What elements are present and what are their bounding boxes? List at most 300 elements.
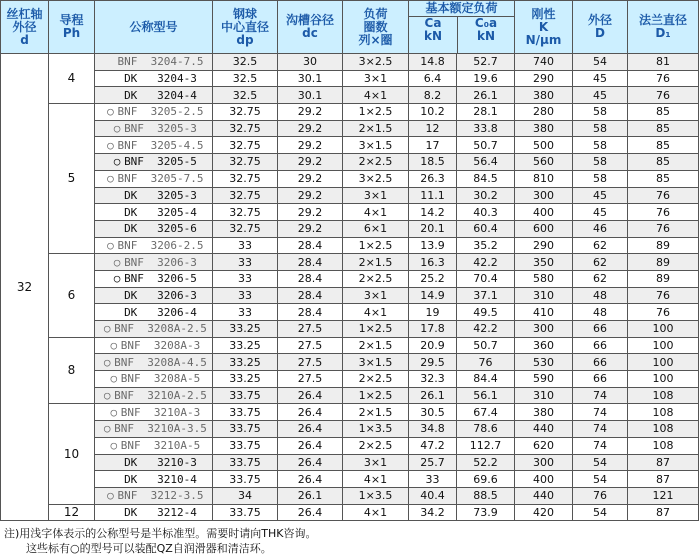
col-header-basic-load-rating	[409, 1, 515, 54]
model-number: BNF 3205-3	[124, 122, 197, 136]
col-header-ball-center-diameter: 钢球 中心直径 dp	[213, 1, 278, 54]
nut-od-cell: 45	[573, 187, 628, 204]
stiffness-cell: 440	[515, 487, 573, 504]
dynamic-rating-cell: 13.9	[409, 237, 457, 254]
model-number: DK 3210-3	[124, 455, 197, 469]
ball-center-diameter-cell: 32.75	[213, 187, 278, 204]
model-cell	[95, 487, 213, 504]
dynamic-rating-cell: 17	[409, 137, 457, 154]
nut-od-cell: 62	[573, 237, 628, 254]
static-rating-cell: 70.4	[457, 270, 515, 287]
root-diameter-cell: 28.4	[278, 237, 343, 254]
model-cell	[95, 504, 213, 521]
dynamic-rating-cell: 6.4	[409, 70, 457, 87]
load-circuits-cell: 4×1	[343, 471, 409, 488]
model-number: BNF 3205-4.5	[117, 138, 204, 152]
ball-center-diameter-cell: 32.75	[213, 220, 278, 237]
flange-diameter-cell: 89	[628, 270, 699, 287]
model-number: BNF 3208A-4.5	[114, 355, 207, 369]
load-circuits-cell: 3×1.5	[343, 137, 409, 154]
model-number: BNF 3210A-2.5	[114, 389, 207, 403]
flange-diameter-cell: 108	[628, 421, 699, 438]
dynamic-rating-cell: 16.3	[409, 254, 457, 271]
nut-od-cell: 66	[573, 321, 628, 338]
dynamic-rating-cell: 34.8	[409, 421, 457, 438]
dynamic-rating-cell: 32.3	[409, 371, 457, 388]
dynamic-rating-cell: 30.5	[409, 404, 457, 421]
model-number: DK 3204-3	[124, 72, 197, 86]
static-rating-cell: 76	[457, 354, 515, 371]
model-number: BNF 3212-3.5	[117, 489, 204, 503]
root-diameter-cell: 27.5	[278, 371, 343, 388]
root-diameter-cell: 29.2	[278, 170, 343, 187]
table-row	[1, 220, 699, 237]
nut-od-cell: 54	[573, 54, 628, 71]
nut-od-cell: 66	[573, 371, 628, 388]
model-number: BNF 3205-5	[124, 155, 197, 169]
nut-od-cell: 62	[573, 270, 628, 287]
table-row	[1, 387, 699, 404]
root-diameter-cell: 30	[278, 54, 343, 71]
load-circuits-cell: 1×2.5	[343, 387, 409, 404]
flange-diameter-cell: 81	[628, 54, 699, 71]
table-body	[1, 54, 699, 521]
nut-od-cell: 58	[573, 154, 628, 171]
root-diameter-cell: 29.2	[278, 220, 343, 237]
nut-od-cell: 66	[573, 337, 628, 354]
flange-diameter-cell: 87	[628, 471, 699, 488]
lead-cell: 5	[49, 104, 95, 254]
table-row	[1, 421, 699, 438]
footnote-semi-standard: 注)用浅字体表示的公称型号是半标准型。需要时请向THK咨询。	[4, 527, 317, 540]
table-row	[1, 237, 699, 254]
ball-center-diameter-cell: 33.75	[213, 471, 278, 488]
table-row	[1, 120, 699, 137]
flange-diameter-cell: 85	[628, 120, 699, 137]
flange-diameter-cell: 100	[628, 354, 699, 371]
model-number: BNF 3210A-5	[120, 439, 201, 453]
col-header-static-rating: C₀a kN	[474, 16, 498, 43]
stiffness-cell: 300	[515, 187, 573, 204]
dynamic-rating-cell: 14.9	[409, 287, 457, 304]
ball-center-diameter-cell: 33.25	[213, 337, 278, 354]
stiffness-cell: 300	[515, 454, 573, 471]
static-rating-cell: 52.7	[457, 54, 515, 71]
stiffness-cell: 420	[515, 504, 573, 521]
nut-od-cell: 58	[573, 120, 628, 137]
model-number: BNF 3210A-3.5	[114, 422, 207, 436]
static-rating-cell: 35.2	[457, 237, 515, 254]
root-diameter-cell: 26.4	[278, 471, 343, 488]
col-header-load-circuits: 负荷 圈数 列×圈	[343, 1, 409, 54]
qz-compatible-circle-icon: ○	[103, 422, 111, 436]
model-cell	[95, 120, 213, 137]
lead-cell: 8	[49, 337, 95, 404]
flange-diameter-cell: 76	[628, 220, 699, 237]
stiffness-cell: 440	[515, 421, 573, 438]
static-rating-cell: 42.2	[457, 254, 515, 271]
load-circuits-cell: 6×1	[343, 220, 409, 237]
table-row	[1, 187, 699, 204]
nut-od-cell: 45	[573, 70, 628, 87]
ball-center-diameter-cell: 32.75	[213, 154, 278, 171]
model-cell	[95, 337, 213, 354]
col-header-shaft-od: 丝杠轴 外径 d	[1, 1, 49, 54]
table-row	[1, 270, 699, 287]
table-row	[1, 104, 699, 121]
stiffness-cell: 290	[515, 70, 573, 87]
table-row	[1, 287, 699, 304]
root-diameter-cell: 28.4	[278, 254, 343, 271]
flange-diameter-cell: 85	[628, 170, 699, 187]
nut-od-cell: 74	[573, 421, 628, 438]
load-circuits-cell: 3×1	[343, 454, 409, 471]
static-rating-cell: 28.1	[457, 104, 515, 121]
model-number: BNF 3205-2.5	[117, 105, 204, 119]
model-number: BNF 3210A-3	[120, 405, 201, 419]
qz-compatible-circle-icon: ○	[113, 122, 121, 136]
qz-compatible-circle-icon: ○	[103, 389, 111, 403]
stiffness-cell: 290	[515, 237, 573, 254]
load-circuits-cell: 3×1	[343, 70, 409, 87]
table-row	[1, 504, 699, 521]
root-diameter-cell: 27.5	[278, 321, 343, 338]
load-circuits-cell: 3×2.5	[343, 170, 409, 187]
flange-diameter-cell: 100	[628, 321, 699, 338]
load-circuits-cell: 1×3.5	[343, 421, 409, 438]
ball-center-diameter-cell: 33.25	[213, 321, 278, 338]
model-number: DK 3206-4	[124, 305, 197, 319]
shaft-od-cell: 32	[1, 54, 49, 521]
qz-compatible-circle-icon: ○	[113, 272, 121, 286]
stiffness-cell: 500	[515, 137, 573, 154]
model-number: BNF 3208A-3	[120, 339, 201, 353]
nut-od-cell: 74	[573, 404, 628, 421]
table-row	[1, 404, 699, 421]
flange-diameter-cell: 100	[628, 371, 699, 388]
model-cell	[95, 54, 213, 71]
root-diameter-cell: 29.2	[278, 137, 343, 154]
header-row	[1, 1, 699, 54]
load-circuits-cell: 3×2.5	[343, 54, 409, 71]
model-cell	[95, 237, 213, 254]
static-rating-cell: 69.6	[457, 471, 515, 488]
load-circuits-cell: 1×2.5	[343, 237, 409, 254]
ball-center-diameter-cell: 32.75	[213, 170, 278, 187]
dynamic-rating-cell: 47.2	[409, 437, 457, 454]
ball-center-diameter-cell: 33.75	[213, 387, 278, 404]
dynamic-rating-cell: 14.8	[409, 54, 457, 71]
stiffness-cell: 740	[515, 54, 573, 71]
basic-load-rating-title: 基本额定负荷	[409, 1, 514, 17]
nut-od-cell: 48	[573, 287, 628, 304]
model-cell	[95, 154, 213, 171]
flange-diameter-cell: 121	[628, 487, 699, 504]
flange-diameter-cell: 76	[628, 187, 699, 204]
stiffness-cell: 360	[515, 337, 573, 354]
ball-center-diameter-cell: 33	[213, 270, 278, 287]
stiffness-cell: 580	[515, 270, 573, 287]
stiffness-cell: 400	[515, 204, 573, 221]
load-circuits-cell: 2×2.5	[343, 371, 409, 388]
static-rating-cell: 60.4	[457, 220, 515, 237]
model-cell	[95, 471, 213, 488]
qz-compatible-circle-icon: ○	[103, 355, 111, 369]
ball-center-diameter-cell: 34	[213, 487, 278, 504]
dynamic-rating-cell: 10.2	[409, 104, 457, 121]
qz-compatible-circle-icon: ○	[107, 238, 114, 252]
flange-diameter-cell: 76	[628, 70, 699, 87]
nut-od-cell: 54	[573, 504, 628, 521]
model-cell	[95, 454, 213, 471]
root-diameter-cell: 26.4	[278, 454, 343, 471]
stiffness-cell: 350	[515, 254, 573, 271]
col-header-stiffness: 刚性 K N/μm	[515, 1, 573, 54]
model-number: DK 3205-3	[124, 188, 197, 202]
flange-diameter-cell: 87	[628, 504, 699, 521]
qz-compatible-circle-icon: ○	[110, 405, 118, 419]
model-cell	[95, 387, 213, 404]
load-circuits-cell: 1×2.5	[343, 104, 409, 121]
root-diameter-cell: 30.1	[278, 70, 343, 87]
dynamic-rating-cell: 25.7	[409, 454, 457, 471]
dynamic-rating-cell: 25.2	[409, 270, 457, 287]
root-diameter-cell: 26.4	[278, 387, 343, 404]
table-row	[1, 204, 699, 221]
root-diameter-cell: 29.2	[278, 104, 343, 121]
nut-od-cell: 48	[573, 304, 628, 321]
load-circuits-cell: 3×1.5	[343, 354, 409, 371]
static-rating-cell: 52.2	[457, 454, 515, 471]
static-rating-cell: 67.4	[457, 404, 515, 421]
static-rating-cell: 84.5	[457, 170, 515, 187]
stiffness-cell: 380	[515, 120, 573, 137]
ball-center-diameter-cell: 33.75	[213, 454, 278, 471]
table-row	[1, 471, 699, 488]
qz-compatible-circle-icon: ○	[113, 255, 121, 269]
stiffness-cell: 380	[515, 87, 573, 104]
flange-diameter-cell: 85	[628, 104, 699, 121]
model-cell	[95, 170, 213, 187]
dynamic-rating-cell: 8.2	[409, 87, 457, 104]
static-rating-cell: 42.2	[457, 321, 515, 338]
table-row	[1, 154, 699, 171]
model-number: BNF 3204-7.5	[117, 55, 204, 69]
stiffness-cell: 530	[515, 354, 573, 371]
dynamic-rating-cell: 40.4	[409, 487, 457, 504]
ball-center-diameter-cell: 33.75	[213, 404, 278, 421]
root-diameter-cell: 28.4	[278, 304, 343, 321]
load-circuits-cell: 2×1.5	[343, 120, 409, 137]
footnotes	[4, 526, 317, 556]
model-cell	[95, 287, 213, 304]
ball-center-diameter-cell: 32.5	[213, 87, 278, 104]
stiffness-cell: 300	[515, 321, 573, 338]
static-rating-cell: 56.4	[457, 154, 515, 171]
col-header-dynamic-rating: Ca kN	[409, 17, 458, 53]
ball-center-diameter-cell: 33.75	[213, 504, 278, 521]
dynamic-rating-cell: 26.3	[409, 170, 457, 187]
model-cell	[95, 187, 213, 204]
nut-od-cell: 45	[573, 204, 628, 221]
table-row	[1, 354, 699, 371]
ball-center-diameter-cell: 32.5	[213, 70, 278, 87]
load-circuits-cell: 2×1.5	[343, 254, 409, 271]
table-row	[1, 371, 699, 388]
model-cell	[95, 437, 213, 454]
static-rating-cell: 88.5	[457, 487, 515, 504]
ball-center-diameter-cell: 32.75	[213, 137, 278, 154]
ball-center-diameter-cell: 33.25	[213, 371, 278, 388]
model-number: BNF 3206-5	[124, 272, 197, 286]
nut-od-cell: 54	[573, 471, 628, 488]
load-circuits-cell: 4×1	[343, 304, 409, 321]
load-circuits-cell: 2×2.5	[343, 154, 409, 171]
static-rating-cell: 50.7	[457, 337, 515, 354]
load-circuits-cell: 3×1	[343, 287, 409, 304]
root-diameter-cell: 28.4	[278, 270, 343, 287]
static-rating-cell: 26.1	[457, 87, 515, 104]
model-cell	[95, 354, 213, 371]
lead-cell: 4	[49, 54, 95, 104]
root-diameter-cell: 26.4	[278, 421, 343, 438]
table-row	[1, 170, 699, 187]
stiffness-cell: 810	[515, 170, 573, 187]
nut-od-cell: 62	[573, 254, 628, 271]
nut-od-cell: 58	[573, 137, 628, 154]
stiffness-cell: 590	[515, 371, 573, 388]
flange-diameter-cell: 85	[628, 137, 699, 154]
load-circuits-cell: 2×2.5	[343, 270, 409, 287]
model-number: BNF 3206-3	[124, 255, 197, 269]
nut-od-cell: 46	[573, 220, 628, 237]
root-diameter-cell: 27.5	[278, 337, 343, 354]
dynamic-rating-cell: 18.5	[409, 154, 457, 171]
root-diameter-cell: 29.2	[278, 204, 343, 221]
qz-compatible-circle-icon: ○	[110, 439, 118, 453]
stiffness-cell: 280	[515, 104, 573, 121]
ball-center-diameter-cell: 33.25	[213, 354, 278, 371]
dynamic-rating-cell: 20.1	[409, 220, 457, 237]
nut-od-cell: 58	[573, 104, 628, 121]
model-number: DK 3205-6	[124, 222, 197, 236]
model-cell	[95, 137, 213, 154]
flange-diameter-cell: 76	[628, 87, 699, 104]
qz-compatible-circle-icon: ○	[113, 155, 121, 169]
qz-compatible-circle-icon: ○	[107, 172, 114, 186]
model-cell	[95, 304, 213, 321]
root-diameter-cell: 29.2	[278, 187, 343, 204]
ball-center-diameter-cell: 33.75	[213, 421, 278, 438]
stiffness-cell: 380	[515, 404, 573, 421]
stiffness-cell: 560	[515, 154, 573, 171]
dynamic-rating-cell: 17.8	[409, 321, 457, 338]
stiffness-cell: 600	[515, 220, 573, 237]
root-diameter-cell: 26.1	[278, 487, 343, 504]
model-number: DK 3205-4	[124, 205, 197, 219]
model-number: BNF 3205-7.5	[117, 172, 204, 186]
model-cell	[95, 421, 213, 438]
nut-od-cell: 54	[573, 454, 628, 471]
dynamic-rating-cell: 33	[409, 471, 457, 488]
model-cell	[95, 404, 213, 421]
qz-compatible-circle-icon: ○	[107, 489, 114, 503]
ball-center-diameter-cell: 32.5	[213, 54, 278, 71]
model-cell	[95, 104, 213, 121]
ball-center-diameter-cell: 32.75	[213, 120, 278, 137]
stiffness-cell: 620	[515, 437, 573, 454]
dynamic-rating-cell: 34.2	[409, 504, 457, 521]
dynamic-rating-cell: 11.1	[409, 187, 457, 204]
ball-center-diameter-cell: 33	[213, 237, 278, 254]
model-cell	[95, 220, 213, 237]
ball-center-diameter-cell: 33	[213, 287, 278, 304]
flange-diameter-cell: 76	[628, 304, 699, 321]
model-number: DK 3212-4	[124, 505, 197, 519]
table-row	[1, 337, 699, 354]
col-header-model: 公称型号	[95, 1, 213, 54]
dynamic-rating-cell: 19	[409, 304, 457, 321]
stiffness-cell: 410	[515, 304, 573, 321]
load-circuits-cell: 2×2.5	[343, 437, 409, 454]
ball-center-diameter-cell: 33.75	[213, 437, 278, 454]
lead-cell: 10	[49, 404, 95, 504]
flange-diameter-cell: 108	[628, 437, 699, 454]
model-number: DK 3210-4	[124, 472, 197, 486]
root-diameter-cell: 26.4	[278, 437, 343, 454]
load-circuits-cell: 4×1	[343, 204, 409, 221]
nut-od-cell: 66	[573, 354, 628, 371]
col-header-root-diameter: 沟槽谷径 dc	[278, 1, 343, 54]
table-row	[1, 254, 699, 271]
model-cell	[95, 270, 213, 287]
root-diameter-cell: 26.4	[278, 404, 343, 421]
dynamic-rating-cell: 14.2	[409, 204, 457, 221]
nut-od-cell: 74	[573, 387, 628, 404]
load-circuits-cell: 3×1	[343, 187, 409, 204]
static-rating-cell: 112.7	[457, 437, 515, 454]
qz-compatible-circle-icon: ○	[103, 322, 111, 336]
qz-compatible-circle-icon: ○	[107, 105, 114, 119]
load-circuits-cell: 1×2.5	[343, 321, 409, 338]
flange-diameter-cell: 87	[628, 454, 699, 471]
nut-od-cell: 76	[573, 487, 628, 504]
model-cell	[95, 70, 213, 87]
root-diameter-cell: 30.1	[278, 87, 343, 104]
table-row	[1, 54, 699, 71]
root-diameter-cell: 26.4	[278, 504, 343, 521]
table-row	[1, 454, 699, 471]
stiffness-cell: 310	[515, 387, 573, 404]
qz-compatible-circle-icon: ○	[110, 339, 118, 353]
static-rating-cell: 78.6	[457, 421, 515, 438]
model-cell	[95, 371, 213, 388]
flange-diameter-cell: 100	[628, 337, 699, 354]
static-rating-cell: 40.3	[457, 204, 515, 221]
root-diameter-cell: 28.4	[278, 287, 343, 304]
qz-compatible-circle-icon: ○	[110, 372, 118, 386]
ball-center-diameter-cell: 32.75	[213, 204, 278, 221]
static-rating-cell: 30.2	[457, 187, 515, 204]
load-circuits-cell: 4×1	[343, 504, 409, 521]
static-rating-cell: 73.9	[457, 504, 515, 521]
root-diameter-cell: 27.5	[278, 354, 343, 371]
model-cell	[95, 204, 213, 221]
table-row	[1, 70, 699, 87]
nut-od-cell: 74	[573, 437, 628, 454]
dynamic-rating-cell: 20.9	[409, 337, 457, 354]
flange-diameter-cell: 89	[628, 237, 699, 254]
